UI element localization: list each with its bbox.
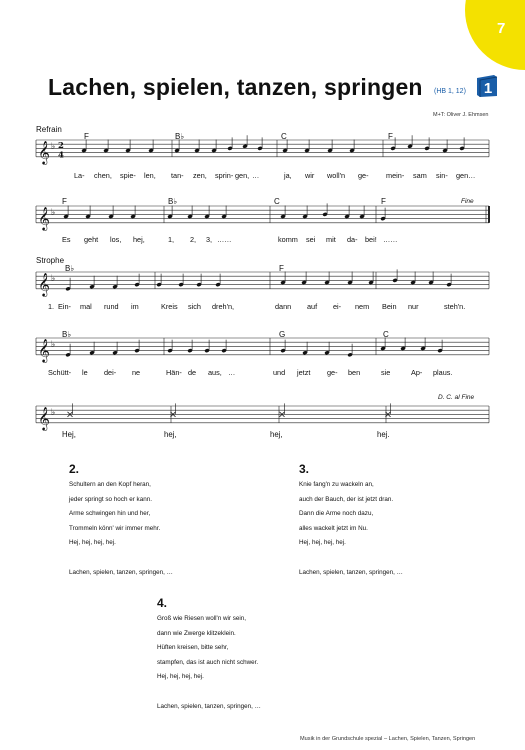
- lyric: 3,: [206, 235, 213, 244]
- verse-line: Lachen, spielen, tanzen, springen, …: [157, 702, 261, 710]
- lyric: bei!: [365, 235, 377, 244]
- key-flat: ♭: [51, 142, 56, 152]
- lyric: Schütt-: [48, 368, 72, 377]
- treble-clef: 𝄞: [38, 139, 50, 164]
- lyric: nem: [355, 302, 370, 311]
- verse-3-text: [299, 478, 403, 580]
- lyric: im: [131, 302, 139, 311]
- verse-line: [69, 551, 173, 566]
- lyric: Bein: [382, 302, 397, 311]
- lyric: ge-: [358, 171, 369, 180]
- lyric: dei-: [104, 368, 117, 377]
- verse-line: Hej, hej, hej, hej.: [299, 539, 346, 547]
- lyric: sprin-: [215, 171, 234, 180]
- chord: C: [281, 132, 287, 141]
- chord: C: [274, 197, 280, 206]
- verse-line: dann wie Zwerge klitzeklein.: [157, 629, 236, 637]
- lyric: …: [228, 368, 236, 377]
- verse-line: Schultern an den Kopf heran,: [69, 481, 151, 488]
- lyric: los,: [110, 235, 122, 244]
- track-number: 1: [483, 80, 493, 97]
- verse-line: Arme schwingen hin und her,: [69, 510, 151, 518]
- verse-line: Knie fang'n zu wackeln an,: [299, 481, 374, 488]
- lyric: chen,: [94, 171, 112, 180]
- lyric: Kreis: [161, 302, 178, 311]
- chord: B♭: [65, 264, 75, 273]
- lyric: La-: [74, 171, 85, 180]
- lyric: 2,: [190, 235, 197, 244]
- footer-text: Musik in der Grundschule spezial – Lachen, Spielen, Tanzen, Springen: [300, 736, 476, 742]
- treble-clef: 𝄞: [38, 337, 50, 362]
- verse-line: Lachen, spielen, tanzen, springen, …: [69, 568, 173, 576]
- lyric: aus,: [208, 368, 222, 377]
- lyric: sei: [306, 235, 316, 244]
- source-reference: (HB 1, 12): [434, 88, 466, 95]
- lyric: Hej,: [62, 430, 76, 439]
- lyric: ……: [217, 235, 232, 244]
- verse-line: Hej, hej, hej, hej.: [69, 539, 116, 547]
- dc-al-fine-mark: D. C. al Fine: [438, 394, 475, 401]
- lyric: mal: [80, 302, 92, 311]
- time-signature: 2: [58, 141, 64, 151]
- lyric: 1,: [168, 235, 175, 244]
- lyric: de: [188, 368, 197, 377]
- treble-clef: 𝄞: [38, 271, 50, 296]
- lyric: gen…: [456, 171, 476, 180]
- lyric: dreh'n,: [212, 302, 235, 311]
- lyric: ja,: [284, 171, 292, 180]
- chord: F: [62, 197, 67, 206]
- lyric: hej,: [133, 235, 145, 244]
- verse-line: Trommeln könn' wir immer mehr.: [69, 524, 161, 532]
- lyric: sich: [188, 302, 201, 311]
- verse-line: Groß wie Riesen woll'n wir sein,: [157, 615, 247, 622]
- lyric: …: [252, 171, 260, 180]
- lyric: ben: [348, 368, 361, 377]
- song-title: Lachen, spielen, tanzen, springen: [48, 74, 423, 100]
- verse-line: stampfen, das ist auch nicht schwer.: [157, 658, 259, 666]
- lyric: da-: [347, 235, 358, 244]
- lyric: Ap-: [411, 368, 423, 377]
- lyric: ei-: [333, 302, 342, 311]
- lyric: tan-: [171, 171, 184, 180]
- lyric: mein-: [386, 171, 405, 180]
- lyric: hej,: [270, 430, 283, 439]
- lyric: gen,: [235, 171, 250, 180]
- lyric: sam: [413, 171, 427, 180]
- lyric: sin-: [436, 171, 448, 180]
- lyric: hej,: [164, 430, 177, 439]
- chord: F: [381, 197, 386, 206]
- chord: G: [279, 330, 286, 339]
- lyric: Ein-: [58, 302, 71, 311]
- verse-4-text: [157, 612, 261, 714]
- verse-line: jeder springt so hoch er kann.: [69, 495, 152, 503]
- lyric: geht: [84, 235, 99, 244]
- lyric: ne: [132, 368, 141, 377]
- verse-number: 4.: [157, 596, 168, 610]
- lyric: zen,: [193, 171, 207, 180]
- verse-number: 3.: [299, 462, 310, 476]
- lyric: woll'n: [327, 171, 346, 180]
- verse-line: [157, 685, 261, 700]
- lyric: spie-: [120, 171, 136, 180]
- key-flat: ♭: [51, 274, 56, 284]
- lyric: ……: [383, 235, 398, 244]
- key-flat: ♭: [51, 408, 56, 418]
- lyric: dann: [275, 302, 292, 311]
- lyric: len,: [144, 171, 156, 180]
- fine-mark: Fine: [461, 198, 474, 205]
- lyric: le: [82, 368, 88, 377]
- lyric: sie: [381, 368, 391, 377]
- lyric: steh'n.: [444, 302, 466, 311]
- verse-2-text: [69, 478, 173, 580]
- lyric: wir: [305, 171, 315, 180]
- key-flat: ♭: [51, 208, 56, 218]
- chord: B♭: [175, 132, 185, 141]
- lyric: komm: [278, 235, 298, 244]
- verse-line: auch der Bauch, der ist jetzt dran.: [299, 495, 394, 503]
- lyric: rund: [104, 302, 119, 311]
- treble-clef: 𝄞: [38, 405, 50, 430]
- lyric: nur: [408, 302, 419, 311]
- chord: F: [84, 132, 89, 141]
- lyric: Es: [62, 235, 71, 244]
- verse-line: Hüften kreisen, bitte sehr,: [157, 644, 229, 652]
- lyric: Hän-: [166, 368, 182, 377]
- verse-number: 2.: [69, 462, 80, 476]
- chord: B♭: [168, 197, 178, 206]
- treble-clef: 𝄞: [38, 205, 50, 230]
- page-number: 7: [497, 20, 506, 37]
- time-signature: 4: [58, 150, 64, 161]
- lyric: mit: [326, 235, 336, 244]
- lyric: hej.: [377, 430, 390, 439]
- composer-credit: M+T: Oliver J. Ehmsen: [433, 112, 489, 118]
- verse-line: Hej, hej, hej, hej.: [157, 673, 204, 681]
- chord: C: [383, 330, 389, 339]
- section-label-refrain: Refrain: [36, 125, 62, 134]
- verse-line: [299, 551, 403, 566]
- lyric: auf: [307, 302, 318, 311]
- lyric: ge-: [327, 368, 338, 377]
- section-label-strophe: Strophe: [36, 256, 65, 265]
- chord: F: [388, 132, 393, 141]
- key-flat: ♭: [51, 340, 56, 350]
- verse-line: Lachen, spielen, tanzen, springen, …: [299, 568, 403, 576]
- chord: F: [279, 264, 284, 273]
- lyric: jetzt: [297, 368, 311, 377]
- chord: B♭: [62, 330, 72, 339]
- lyric: und: [273, 368, 286, 377]
- lyric: plaus.: [433, 368, 453, 377]
- verse-line: Dann die Arme noch dazu,: [299, 510, 374, 518]
- lyric: 1.: [48, 302, 55, 311]
- verse-line: alles wackelt jetzt im Nu.: [299, 524, 368, 532]
